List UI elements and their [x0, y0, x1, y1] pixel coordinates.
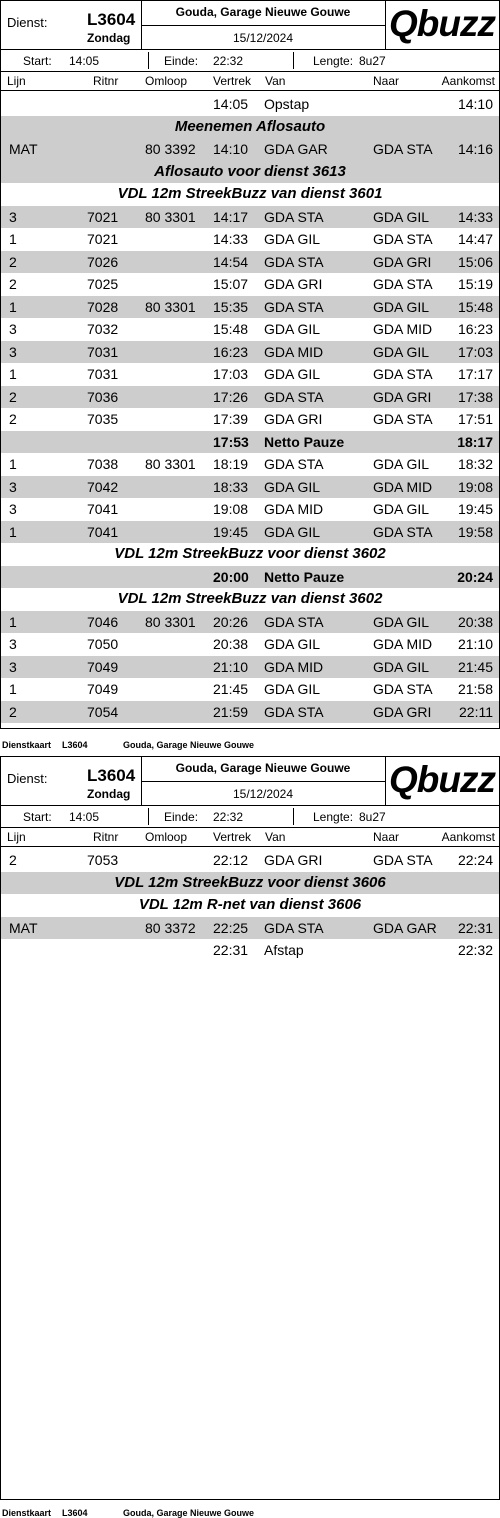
dienstkaart-page-1 [0, 0, 500, 750]
page-frame [0, 0, 500, 729]
trip-row [1, 678, 499, 701]
cell-omloop: 80 3301 [145, 298, 196, 315]
cell-lijn: 3 [9, 636, 17, 652]
end-time: 22:32 [213, 54, 244, 68]
cell-naar: GDA GIL [373, 208, 430, 225]
cell-aankomst: 14:10 [457, 96, 493, 112]
cell-ritnr: 7041 [87, 523, 119, 540]
cell-van: GDA GIL [264, 681, 321, 697]
cell-lijn: 3 [9, 501, 17, 517]
trip-row [1, 408, 499, 431]
column-header [1, 72, 499, 91]
cell-naar: GDA STA [373, 523, 433, 540]
cell-vertrek: 14:17 [213, 208, 249, 225]
footer-label: Dienstkaart [2, 740, 52, 750]
trip-row [1, 228, 499, 251]
pause-end: 20:24 [457, 568, 493, 585]
dienst-code: L3604 [87, 766, 136, 785]
length-label: Lengte: [313, 54, 354, 68]
cell-van: GDA GIL [264, 478, 321, 495]
section-title [1, 588, 499, 611]
cell-van: GDA GIL [264, 366, 321, 382]
service-date: 15/12/2024 [232, 31, 294, 45]
section-title [1, 161, 499, 184]
cell-aankomst: 21:10 [457, 636, 493, 652]
cell-vertrek: 22:25 [213, 919, 249, 936]
col-lijn: Lijn [7, 74, 26, 88]
cell-van: GDA STA [264, 919, 324, 936]
cell-naar: GDA GIL [373, 343, 430, 360]
cell-vertrek: 14:54 [213, 253, 249, 270]
footer-location: Gouda, Garage Nieuwe Gouwe [123, 740, 255, 750]
cell-ritnr: 7050 [87, 636, 119, 652]
cell-ritnr: 7041 [87, 501, 119, 517]
cell-van: GDA GIL [264, 231, 321, 247]
cell-ritnr: 7038 [87, 456, 119, 472]
end-label: Einde: [164, 810, 199, 824]
col-naar: Naar [373, 74, 400, 88]
cell-naar: GDA GIL [373, 501, 430, 517]
cell-vertrek: 14:05 [213, 96, 249, 112]
cell-lijn: 1 [9, 681, 17, 697]
length-label: Lengte: [313, 810, 354, 824]
trip-row [1, 656, 499, 679]
section-title-text: Aflosauto voor dienst 3613 [154, 162, 346, 180]
cell-aankomst: 19:08 [457, 478, 493, 495]
garage-location: Gouda, Garage Nieuwe Gouwe [175, 5, 351, 19]
trip-row [1, 296, 499, 319]
cell-vertrek: 22:12 [213, 852, 249, 868]
trip-row [1, 341, 499, 364]
trip-row [1, 206, 499, 229]
cell-van: GDA GRI [264, 276, 323, 292]
cell-vertrek: 18:19 [213, 456, 249, 472]
cell-aankomst: 20:38 [457, 613, 493, 630]
cell-naar: GDA MID [373, 321, 433, 337]
cell-vertrek: 19:08 [213, 501, 249, 517]
section-title [1, 894, 499, 917]
col-van: Van [265, 74, 286, 88]
cell-van: GDA MID [264, 658, 324, 675]
service-date: 15/12/2024 [232, 787, 294, 801]
cell-vertrek: 20:26 [213, 613, 249, 630]
dienst-day: Zondag [87, 787, 131, 801]
cell-lijn: 1 [9, 613, 17, 630]
cell-lijn: 3 [9, 343, 17, 360]
dienst-code: L3604 [87, 10, 136, 29]
cell-van: GDA STA [264, 253, 324, 270]
section-title-text: VDL 12m R-net van dienst 3606 [138, 896, 362, 913]
section-title-text: VDL 12m StreekBuzz voor dienst 3602 [114, 545, 386, 562]
trip-row [1, 939, 499, 962]
trip-row [1, 138, 499, 161]
cell-ritnr: 7035 [87, 411, 119, 427]
pause-row [1, 431, 499, 454]
cell-lijn: 2 [9, 388, 17, 405]
trip-row [1, 521, 499, 544]
cell-naar: GDA MID [373, 636, 433, 652]
trip-row [1, 849, 499, 872]
cell-ritnr: 7049 [87, 681, 119, 697]
cell-van: GDA STA [264, 613, 324, 630]
col-naar: Naar [373, 830, 400, 844]
cell-lijn: MAT [9, 919, 38, 936]
cell-vertrek: 15:07 [213, 276, 249, 292]
cell-naar: GDA MID [373, 478, 433, 495]
trip-row [1, 273, 499, 296]
col-vertrek: Vertrek [213, 74, 252, 88]
cell-lijn: 1 [9, 456, 17, 472]
pause-start: 20:00 [213, 568, 249, 585]
cell-aankomst: 19:58 [457, 523, 493, 540]
trip-row [1, 633, 499, 656]
cell-van: GDA STA [264, 208, 324, 225]
cell-naar: GDA STA [373, 852, 433, 868]
garage-location: Gouda, Garage Nieuwe Gouwe [175, 761, 351, 775]
cell-ritnr: 7025 [87, 276, 119, 292]
cell-lijn: 3 [9, 208, 17, 225]
cell-ritnr: 7049 [87, 658, 119, 675]
cell-lijn: MAT [9, 141, 38, 157]
cell-vertrek: 21:59 [213, 703, 249, 720]
cell-vertrek: 18:33 [213, 478, 249, 495]
cell-ritnr: 7021 [87, 231, 119, 247]
cell-naar: GDA STA [373, 411, 433, 427]
cell-aankomst: 17:03 [457, 343, 493, 360]
cell-aankomst: 15:48 [457, 298, 493, 315]
footer-label: Dienstkaart [2, 1508, 52, 1518]
footer-code: L3604 [62, 1508, 88, 1518]
dienst-label: Dienst: [7, 15, 48, 30]
cell-ritnr: 7031 [87, 366, 119, 382]
col-van: Van [265, 830, 286, 844]
cell-aankomst: 17:38 [457, 388, 493, 405]
cell-aankomst: 17:51 [457, 411, 493, 427]
cell-naar: GDA GIL [373, 658, 430, 675]
cell-vertrek: 17:03 [213, 366, 249, 382]
trip-row [1, 93, 499, 116]
cell-van: Afstap [264, 942, 304, 958]
length-value: 8u27 [359, 54, 386, 68]
cell-vertrek: 14:10 [213, 141, 249, 157]
trip-row [1, 476, 499, 499]
pause-label: Netto Pauze [264, 568, 345, 585]
cell-naar: GDA GRI [373, 388, 432, 405]
shift-times-bar [1, 806, 499, 828]
length-value: 8u27 [359, 810, 386, 824]
cell-aankomst: 15:19 [457, 276, 493, 292]
start-time: 14:05 [69, 810, 100, 824]
section-title-text: VDL 12m StreekBuzz van dienst 3602 [117, 590, 383, 607]
section-title-text: VDL 12m StreekBuzz van dienst 3601 [117, 185, 383, 202]
cell-van: GDA GIL [264, 636, 321, 652]
dienst-label: Dienst: [7, 771, 48, 786]
cell-aankomst: 16:23 [457, 321, 493, 337]
cell-aankomst: 17:17 [457, 366, 493, 382]
dienst-day: Zondag [87, 31, 131, 45]
cell-van: GDA GRI [264, 852, 323, 868]
cell-lijn: 2 [9, 852, 17, 868]
cell-lijn: 2 [9, 411, 17, 427]
footer-code: L3604 [62, 740, 88, 750]
cell-omloop: 80 3372 [145, 919, 196, 936]
cell-lijn: 2 [9, 276, 17, 292]
col-omloop: Omloop [145, 830, 188, 844]
cell-lijn: 1 [9, 231, 17, 247]
cell-lijn: 2 [9, 253, 17, 270]
cell-van: Opstap [264, 96, 310, 112]
cell-aankomst: 22:31 [457, 919, 493, 936]
cell-lijn: 1 [9, 523, 17, 540]
end-label: Einde: [164, 54, 199, 68]
cell-van: GDA GRI [264, 411, 323, 427]
cell-vertrek: 15:35 [213, 298, 249, 315]
section-title [1, 872, 499, 895]
end-time: 22:32 [213, 810, 244, 824]
cell-lijn: 2 [9, 703, 17, 720]
cell-aankomst: 22:24 [457, 852, 493, 868]
trip-row [1, 386, 499, 409]
cell-naar: GDA GIL [373, 613, 430, 630]
qbuzz-logo: Qbuzz [389, 3, 495, 44]
cell-ritnr: 7042 [87, 478, 119, 495]
cell-vertrek: 17:26 [213, 388, 249, 405]
cell-naar: GDA STA [373, 276, 433, 292]
cell-vertrek: 19:45 [213, 523, 249, 540]
trip-row [1, 611, 499, 634]
cell-ritnr: 7032 [87, 321, 119, 337]
cell-ritnr: 7028 [87, 298, 119, 315]
cell-aankomst: 19:45 [457, 501, 493, 517]
cell-naar: GDA GRI [373, 253, 432, 270]
cell-vertrek: 16:23 [213, 343, 249, 360]
cell-ritnr: 7046 [87, 613, 119, 630]
col-ritnr: Ritnr [93, 830, 119, 844]
cell-vertrek: 22:31 [213, 942, 249, 958]
trip-row [1, 318, 499, 341]
cell-ritnr: 7031 [87, 343, 119, 360]
cell-van: GDA MID [264, 501, 324, 517]
column-header [1, 828, 499, 847]
qbuzz-logo: Qbuzz [389, 759, 495, 800]
page-frame [0, 756, 500, 1500]
cell-lijn: 3 [9, 658, 17, 675]
cell-naar: GDA GIL [373, 298, 430, 315]
col-aankomst: Aankomst [441, 830, 495, 844]
cell-aankomst: 22:11 [459, 703, 493, 720]
trip-table [1, 93, 499, 723]
page-header [1, 757, 499, 806]
cell-aankomst: 15:06 [457, 253, 493, 270]
trip-table [1, 849, 499, 962]
cell-omloop: 80 3392 [145, 141, 196, 157]
cell-naar: GDA STA [373, 141, 433, 157]
cell-van: GDA GIL [264, 321, 321, 337]
col-lijn: Lijn [7, 830, 26, 844]
cell-van: GDA MID [264, 343, 324, 360]
col-ritnr: Ritnr [93, 74, 119, 88]
trip-row [1, 363, 499, 386]
cell-aankomst: 22:32 [457, 942, 493, 958]
cell-vertrek: 21:45 [213, 681, 249, 697]
section-title [1, 183, 499, 206]
cell-ritnr: 7036 [87, 388, 119, 405]
cell-van: GDA STA [264, 298, 324, 315]
cell-van: GDA STA [264, 456, 324, 472]
trip-row [1, 498, 499, 521]
footer-location: Gouda, Garage Nieuwe Gouwe [123, 1508, 255, 1518]
pause-row [1, 566, 499, 589]
trip-row [1, 701, 499, 724]
trip-row [1, 453, 499, 476]
cell-lijn: 3 [9, 478, 17, 495]
section-title [1, 116, 499, 139]
cell-vertrek: 14:33 [213, 231, 249, 247]
cell-vertrek: 21:10 [213, 658, 249, 675]
shift-times-bar [1, 50, 499, 72]
col-omloop: Omloop [145, 74, 188, 88]
cell-naar: GDA GAR [373, 919, 437, 936]
cell-aankomst: 18:32 [457, 456, 493, 472]
section-title-text: Meenemen Aflosauto [174, 117, 326, 135]
col-vertrek: Vertrek [213, 830, 252, 844]
cell-aankomst: 14:33 [457, 208, 493, 225]
page-header [1, 1, 499, 50]
cell-aankomst: 21:58 [457, 681, 493, 697]
cell-naar: GDA STA [373, 681, 433, 697]
pause-start: 17:53 [213, 433, 249, 450]
cell-van: GDA STA [264, 388, 324, 405]
cell-van: GDA GAR [264, 141, 328, 157]
section-title [1, 543, 499, 566]
cell-lijn: 1 [9, 298, 17, 315]
section-title-text: VDL 12m StreekBuzz voor dienst 3606 [114, 873, 386, 891]
cell-omloop: 80 3301 [145, 456, 196, 472]
trip-row [1, 251, 499, 274]
cell-omloop: 80 3301 [145, 208, 196, 225]
pause-label: Netto Pauze [264, 433, 345, 450]
cell-naar: GDA GRI [373, 703, 432, 720]
start-label: Start: [23, 54, 52, 68]
cell-naar: GDA GIL [373, 456, 430, 472]
pause-end: 18:17 [457, 433, 493, 450]
cell-aankomst: 14:47 [457, 231, 493, 247]
cell-van: GDA GIL [264, 523, 321, 540]
start-label: Start: [23, 810, 52, 824]
dienstkaart-page-2 [0, 756, 500, 1518]
cell-aankomst: 21:45 [457, 658, 493, 675]
col-aankomst: Aankomst [441, 74, 495, 88]
cell-vertrek: 15:48 [213, 321, 249, 337]
cell-aankomst: 14:16 [457, 141, 493, 157]
cell-vertrek: 20:38 [213, 636, 249, 652]
cell-omloop: 80 3301 [145, 613, 196, 630]
cell-naar: GDA STA [373, 231, 433, 247]
cell-lijn: 3 [9, 321, 17, 337]
cell-ritnr: 7021 [87, 208, 119, 225]
cell-van: GDA STA [264, 703, 324, 720]
cell-ritnr: 7026 [87, 253, 119, 270]
cell-ritnr: 7054 [87, 703, 119, 720]
trip-row [1, 917, 499, 940]
start-time: 14:05 [69, 54, 100, 68]
cell-vertrek: 17:39 [213, 411, 249, 427]
cell-naar: GDA STA [373, 366, 433, 382]
cell-lijn: 1 [9, 366, 17, 382]
cell-ritnr: 7053 [87, 852, 119, 868]
